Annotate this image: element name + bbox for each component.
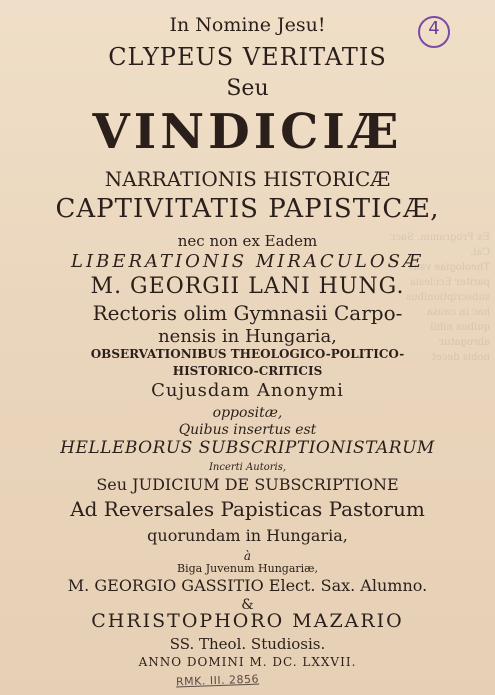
title-line-quibus: Quibus insertus est	[178, 422, 317, 438]
title-line-clypeus: CLYPEUS VERITATIS	[108, 43, 387, 71]
title-line-nec-non: nec non ex Eadem	[177, 232, 318, 250]
title-line-ss-theol: SS. Theol. Studiosis.	[169, 635, 326, 653]
title-line-a: à	[243, 549, 252, 563]
title-line-vindiciae: VINDICIÆ	[92, 104, 403, 160]
title-line-ad-reversales: Ad Reversales Papisticas Pastorum	[70, 497, 425, 521]
bleed-through-texture: Ex Programm. Sacr. Cal. Theologiae vsus pariter Ecclesia subscriptionibus hac in causa quibus nihil abrogatur nobis decet	[388, 232, 490, 363]
library-stamp-number: 4	[428, 18, 440, 39]
title-line-cujusdam: Cujusdam Anonymi	[151, 380, 344, 401]
invocation-line: In Nomine Jesu!	[169, 14, 326, 36]
title-line-quorundam: quorundam in Hungaria,	[147, 526, 348, 545]
title-line-georgii-lani: M. GEORGII LANI HUNG.	[90, 274, 405, 299]
title-line-seu: Seu	[226, 76, 269, 101]
title-line-helleborus: HELLEBORUS SUBSCRIPTIONISTARUM	[60, 438, 435, 458]
title-line-gassitio: M. GEORGIO GASSITIO Elect. Sax. Alumno.	[67, 576, 428, 595]
title-line-seu-judicium: Seu JUDICIUM DE SUBSCRIPTIONE	[96, 475, 399, 494]
title-line-liberationis: LIBERATIONIS MIRACULOSÆ	[71, 251, 424, 272]
shelfmark-pencil-note: RMK. III. 2856	[175, 672, 260, 689]
title-line-rectoris: Rectoris olim Gymnasii Carpo-	[92, 301, 403, 325]
imprint-date: ANNO DOMINI M. DC. LXXVII.	[138, 655, 357, 669]
title-line-oppositae: oppositæ,	[212, 405, 283, 421]
title-line-mazario: CHRISTOPHORO MAZARIO	[91, 610, 404, 632]
title-line-biga: Biga Juvenum Hungariæ,	[177, 562, 318, 575]
title-line-ampersand: &	[241, 597, 254, 613]
title-line-captivitatis: CAPTIVITATIS PAPISTICÆ,	[55, 194, 440, 224]
title-line-incerti-autoris: Incerti Autoris,	[208, 462, 287, 473]
title-line-historico: HISTORICO-CRITICIS	[172, 364, 323, 378]
title-line-nensis: nensis in Hungaria,	[158, 326, 337, 347]
title-line-narrationis: NARRATIONIS HISTORICÆ	[104, 167, 391, 191]
title-line-observationibus: OBSERVATIONIBUS THEOLOGICO-POLITICO-	[90, 347, 405, 361]
